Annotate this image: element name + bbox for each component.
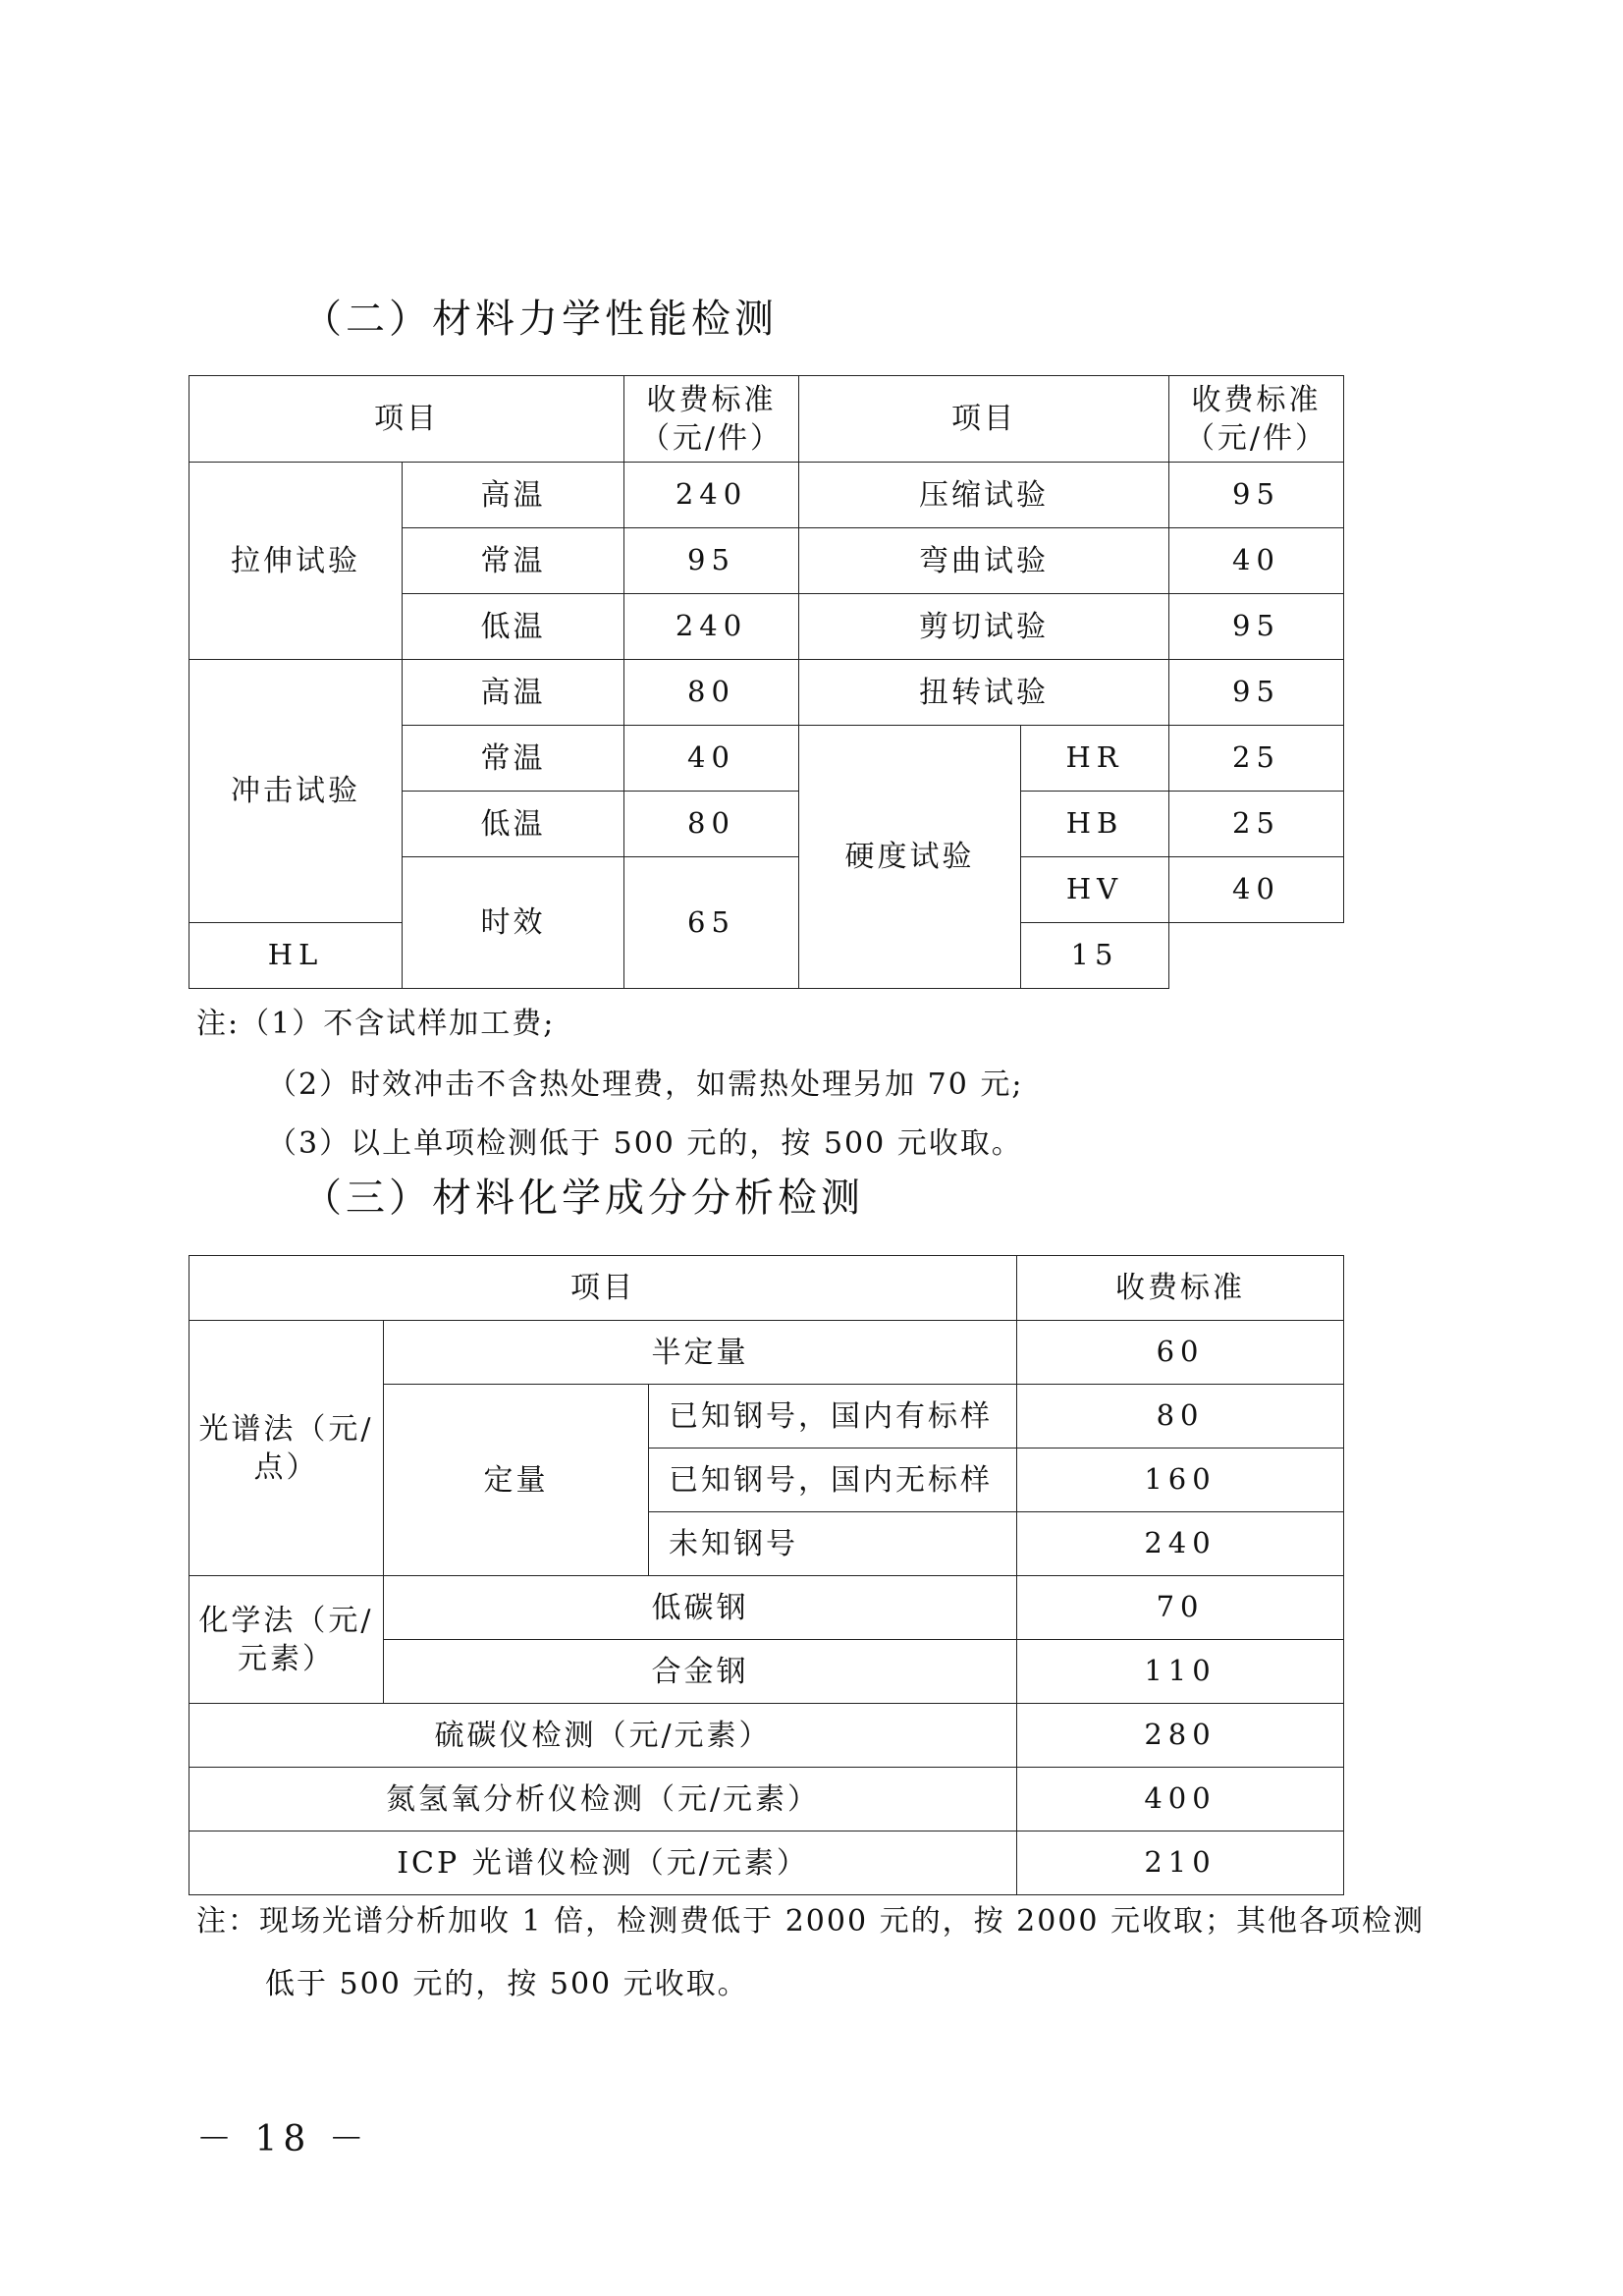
quantitative-fee: 160 <box>1017 1449 1344 1512</box>
header-item: 项目 <box>189 1256 1017 1321</box>
tensile-condition: 低温 <box>403 594 624 660</box>
tensile-fee: 240 <box>624 594 799 660</box>
table-header-row <box>189 376 1344 463</box>
note-line: 注：现场光谱分析加收 1 倍，检测费低于 2000 元的，按 2000 元收取；其他各项检测 <box>196 1904 1425 1939</box>
section-3-title: （三）材料化学成分分析检测 <box>302 1175 864 1221</box>
hardness-fee: 15 <box>1021 923 1169 989</box>
header-item: 项目 <box>189 376 624 463</box>
semi-quantitative-label: 半定量 <box>384 1321 1017 1385</box>
compression-test-label: 压缩试验 <box>799 463 1169 528</box>
note-line: 低于 500 元的，按 500 元收取。 <box>265 1967 749 2001</box>
hardness-type: HR <box>1021 726 1169 792</box>
tensile-fee: 95 <box>624 528 799 594</box>
shear-test-label: 剪切试验 <box>799 594 1169 660</box>
quantitative-sub-label: 未知钢号 <box>649 1512 1017 1576</box>
instrument-test-label: 氮氢氧分析仪检测（元/元素） <box>189 1768 1017 1831</box>
steel-type-label: 合金钢 <box>384 1640 1017 1704</box>
section-2-title: （二）材料力学性能检测 <box>302 297 778 342</box>
chemical-method-label: 化学法（元/元素） <box>189 1576 384 1704</box>
table-row <box>189 1768 1344 1831</box>
tensile-test-label: 拉伸试验 <box>189 463 403 660</box>
header-fee: 收费标准 <box>1017 1256 1344 1321</box>
steel-type-fee: 110 <box>1017 1640 1344 1704</box>
bending-test-label: 弯曲试验 <box>799 528 1169 594</box>
compression-test-fee: 95 <box>1169 463 1344 528</box>
instrument-test-fee: 400 <box>1017 1768 1344 1831</box>
torsion-test-fee: 95 <box>1169 660 1344 726</box>
steel-type-label: 低碳钢 <box>384 1576 1017 1640</box>
hardness-fee: 25 <box>1169 792 1344 857</box>
chemical-analysis-fee-table <box>189 1255 1344 1895</box>
quantitative-label: 定量 <box>384 1385 649 1576</box>
hardness-type: HV <box>1021 857 1169 923</box>
shear-test-fee: 95 <box>1169 594 1344 660</box>
impact-fee: 65 <box>624 857 799 989</box>
impact-condition: 时效 <box>403 857 624 989</box>
impact-fee: 80 <box>624 792 799 857</box>
quantitative-sub-label: 已知钢号，国内无标样 <box>649 1449 1017 1512</box>
header-item-2: 项目 <box>799 376 1169 463</box>
spectral-method-label: 光谱法（元/点） <box>189 1321 384 1576</box>
table-row <box>189 1704 1344 1768</box>
note-line: （3）以上单项检测低于 500 元的，按 500 元收取。 <box>267 1126 1023 1161</box>
instrument-test-fee: 280 <box>1017 1704 1344 1768</box>
mechanical-testing-fee-table <box>189 375 1344 989</box>
table-row <box>189 1831 1344 1895</box>
quantitative-sub-label: 已知钢号，国内有标样 <box>649 1385 1017 1449</box>
header-fee-2: 收费标准（元/件） <box>1169 376 1344 463</box>
instrument-test-fee: 210 <box>1017 1831 1344 1895</box>
note-line: 注:（1）不含试样加工费; <box>196 1007 556 1041</box>
impact-test-label: 冲击试验 <box>189 660 403 923</box>
impact-condition: 高温 <box>403 660 624 726</box>
quantitative-fee: 80 <box>1017 1385 1344 1449</box>
instrument-test-label: ICP 光谱仪检测（元/元素） <box>189 1831 1017 1895</box>
table-row <box>189 1321 1344 1385</box>
tensile-condition: 常温 <box>403 528 624 594</box>
instrument-test-label: 硫碳仪检测（元/元素） <box>189 1704 1017 1768</box>
table-row <box>189 1576 1344 1640</box>
table-row <box>189 463 1344 528</box>
table-row <box>189 660 1344 726</box>
tensile-fee: 240 <box>624 463 799 528</box>
impact-fee: 80 <box>624 660 799 726</box>
impact-fee: 40 <box>624 726 799 792</box>
page-number: － 18 － <box>196 2119 370 2159</box>
bending-test-fee: 40 <box>1169 528 1344 594</box>
impact-condition: 低温 <box>403 792 624 857</box>
quantitative-fee: 240 <box>1017 1512 1344 1576</box>
semi-quantitative-fee: 60 <box>1017 1321 1344 1385</box>
hardness-type: HB <box>1021 792 1169 857</box>
hardness-type: HL <box>189 923 403 989</box>
header-fee: 收费标准（元/件） <box>624 376 799 463</box>
table-header-row <box>189 1256 1344 1321</box>
torsion-test-label: 扭转试验 <box>799 660 1169 726</box>
hardness-fee: 40 <box>1169 857 1344 923</box>
hardness-test-label: 硬度试验 <box>799 726 1021 989</box>
note-line: （2）时效冲击不含热处理费，如需热处理另加 70 元; <box>267 1067 1024 1102</box>
steel-type-fee: 70 <box>1017 1576 1344 1640</box>
impact-condition: 常温 <box>403 726 624 792</box>
hardness-fee: 25 <box>1169 726 1344 792</box>
tensile-condition: 高温 <box>403 463 624 528</box>
